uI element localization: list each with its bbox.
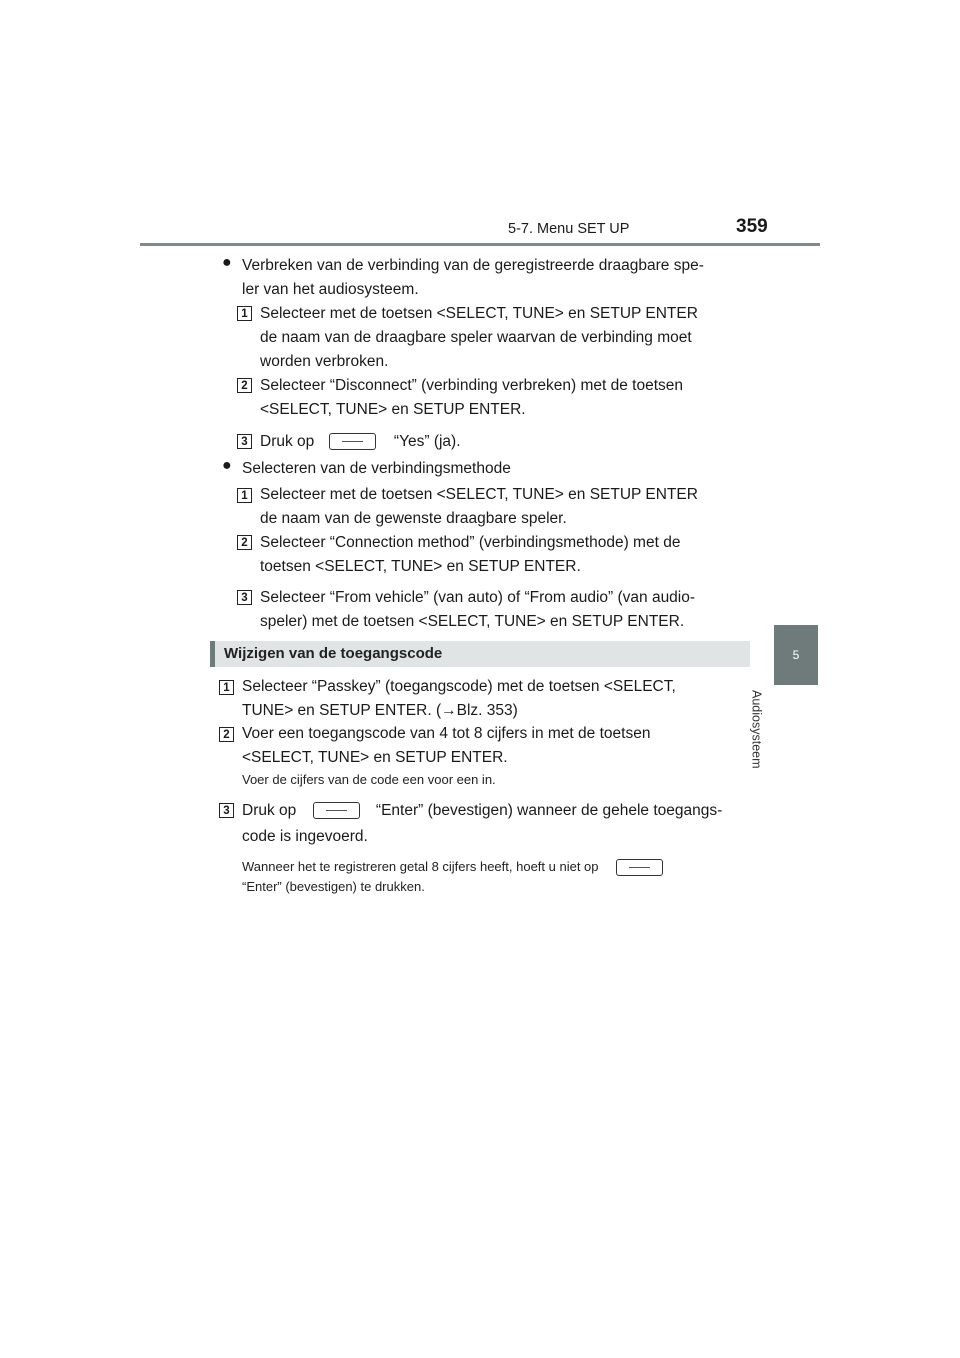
step-line: “Yes” (ja). — [393, 433, 461, 450]
bullet-text-line: ler van het audiosysteem. — [242, 281, 419, 298]
bullet-text-2: Selecteren van de verbindingsmethode — [242, 460, 511, 477]
step-number-badge: 1 — [219, 680, 234, 695]
step-line-end: “Enter” (bevestigen) wanneer de gehele toegangs- — [375, 802, 723, 819]
bullet-icon: ● — [222, 457, 232, 474]
step-number-badge: 2 — [219, 727, 234, 742]
step-text — [242, 675, 745, 723]
step-line — [242, 799, 745, 823]
bullet-icon: ● — [222, 254, 232, 271]
note-text: Wanneer het te registreren getal 8 cijfers heeft, hoeft u niet op — [242, 859, 599, 874]
chapter-number: 5 — [792, 648, 800, 662]
section-accent — [210, 641, 215, 667]
step-number-badge: 3 — [237, 434, 252, 449]
step-note: Voer de cijfers van de code een voor een in. — [242, 772, 496, 787]
step-number-badge: 2 — [237, 535, 252, 550]
step-text — [260, 586, 745, 634]
step-note — [242, 857, 745, 897]
step-line: Selecteer “Connection method” (verbindingsmethode) met de — [260, 534, 681, 551]
step-line: de naam van de draagbare speler waarvan de verbinding moet — [260, 329, 692, 346]
header-divider — [140, 243, 820, 246]
section-title: Wijzigen van de toegangscode — [224, 645, 443, 662]
step-line: Selecteer “Passkey” (toegangscode) met de toetsen <SELECT, — [242, 678, 676, 695]
chapter-title-vertical — [749, 690, 803, 800]
step-line: Selecteer met de toetsen <SELECT, TUNE> en SETUP ENTER — [260, 305, 698, 322]
page-number: 359 — [736, 216, 768, 237]
step-number-badge: 3 — [237, 590, 252, 605]
section-header: 5-7. Menu SET UP — [508, 221, 630, 237]
step-line: de naam van de gewenste draagbare speler. — [260, 510, 567, 527]
key-button-icon — [329, 433, 376, 450]
step-line-start: Druk op — [242, 802, 297, 819]
step-line: <SELECT, TUNE> en SETUP ENTER. — [242, 749, 508, 766]
step-number-badge: 3 — [219, 803, 234, 818]
step-text — [260, 531, 745, 579]
step-line: Druk op — [260, 433, 315, 450]
note-line: “Enter” (bevestigen) te drukken. — [242, 879, 425, 894]
step-text — [260, 483, 745, 531]
step-text — [242, 799, 745, 849]
step-text — [260, 430, 745, 454]
chapter-tab — [774, 625, 818, 685]
step-line: Selecteer “From vehicle” (van auto) of “From audio” (van audio- — [260, 589, 696, 606]
section-heading-bar — [210, 641, 750, 667]
step-number-badge: 1 — [237, 488, 252, 503]
note-line — [242, 857, 745, 877]
step-line: <SELECT, TUNE> en SETUP ENTER. — [260, 401, 526, 418]
step-line: toetsen <SELECT, TUNE> en SETUP ENTER. — [260, 558, 581, 575]
step-line: Selecteer met de toetsen <SELECT, TUNE> en SETUP ENTER — [260, 486, 698, 503]
step-line: code is ingevoerd. — [242, 828, 368, 845]
step-number-badge: 2 — [237, 378, 252, 393]
step-text — [260, 302, 745, 374]
step-text — [242, 722, 745, 770]
step-line: worden verbroken. — [260, 353, 389, 370]
step-line: speler) met de toetsen <SELECT, TUNE> en SETUP ENTER. — [260, 613, 685, 630]
bullet-text-1 — [242, 254, 744, 302]
step-line: Voer een toegangscode van 4 tot 8 cijfers in met de toetsen — [242, 725, 651, 742]
key-button-icon — [313, 802, 360, 819]
chapter-title: Audiosysteem — [749, 690, 764, 769]
step-text — [260, 374, 745, 422]
step-line: Selecteer “Disconnect” (verbinding verbreken) met de toetsen — [260, 377, 684, 394]
step-line: TUNE> en SETUP ENTER. (→Blz. 353) — [242, 702, 518, 719]
key-button-icon — [616, 859, 663, 876]
step-number-badge: 1 — [237, 306, 252, 321]
bullet-text-line: Verbreken van de verbinding van de geregistreerde draagbare spe- — [242, 257, 704, 274]
